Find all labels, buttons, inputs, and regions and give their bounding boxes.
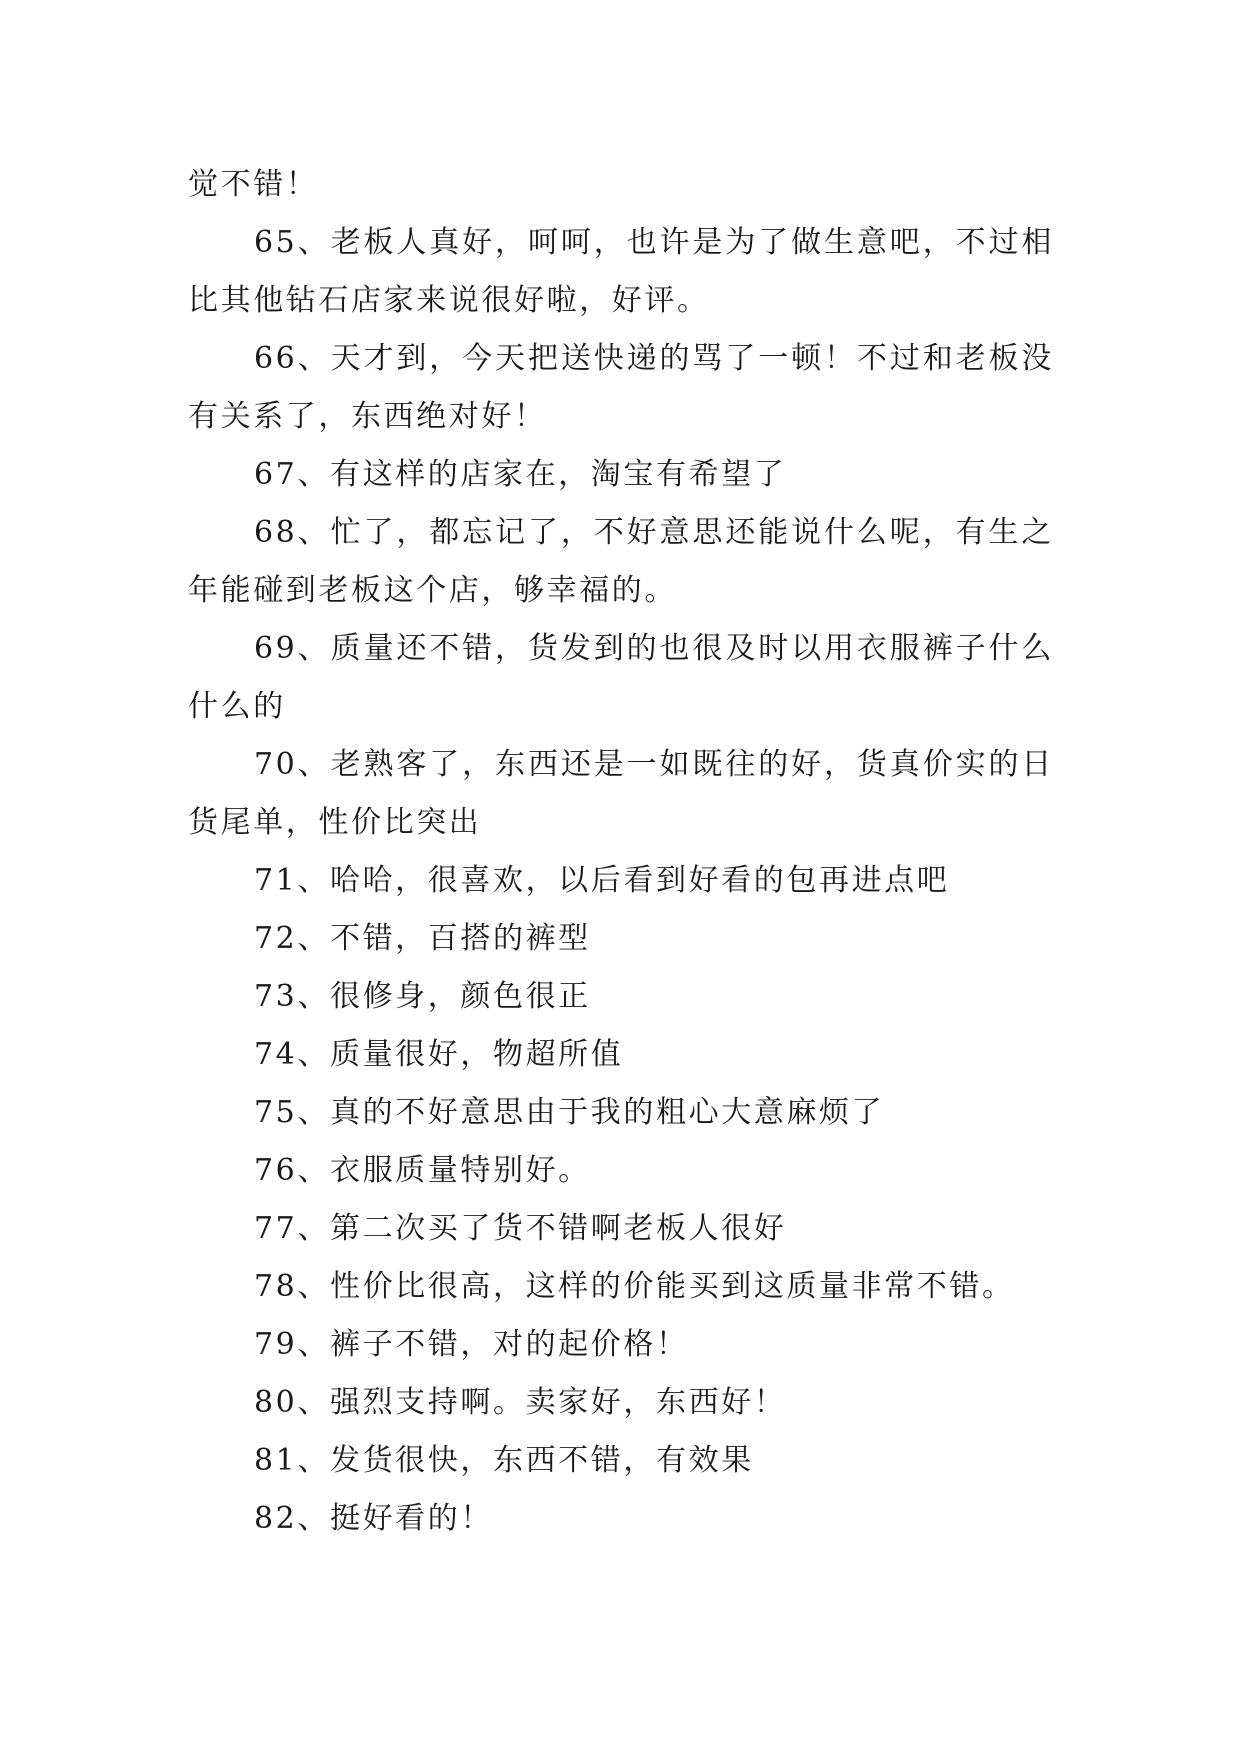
review-item-68: 68、忙了，都忘记了，不好意思还能说什么呢，有生之年能碰到老板这个店，够幸福的。	[188, 515, 1054, 608]
review-item-81: 81、发货很快，东西不错，有效果	[254, 1443, 754, 1478]
paragraph-continuation: 觉不错！	[188, 167, 319, 202]
document-body	[188, 156, 1054, 1548]
review-item-66: 66、天才到，今天把送快递的骂了一顿！不过和老板没有关系了，东西绝对好！	[188, 341, 1054, 434]
review-item-71: 71、哈哈，很喜欢，以后看到好看的包再进点吧	[254, 863, 950, 898]
review-item-79: 79、裤子不错，对的起价格！	[254, 1327, 689, 1362]
review-item-78: 78、性价比很高，这样的价能买到这质量非常不错。	[254, 1269, 1015, 1304]
review-item-67: 67、有这样的店家在，淘宝有希望了	[254, 457, 787, 492]
review-item-74: 74、质量很好，物超所值	[254, 1037, 624, 1072]
review-item-65: 65、老板人真好，呵呵，也许是为了做生意吧，不过相比其他钻石店家来说很好啦，好评。	[188, 225, 1054, 318]
review-item-69: 69、质量还不错，货发到的也很及时以用衣服裤子什么什么的	[188, 631, 1054, 724]
review-item-77: 77、第二次买了货不错啊老板人很好	[254, 1211, 787, 1246]
review-item-76: 76、衣服质量特别好。	[254, 1153, 591, 1188]
review-item-75: 75、真的不好意思由于我的粗心大意麻烦了	[254, 1095, 885, 1130]
review-item-82: 82、挺好看的！	[254, 1501, 493, 1536]
review-item-70: 70、老熟客了，东西还是一如既往的好，货真价实的日货尾单，性价比突出	[188, 747, 1054, 840]
review-item-80: 80、强烈支持啊。卖家好，东西好！	[254, 1385, 787, 1420]
review-item-73: 73、很修身，颜色很正	[254, 979, 591, 1014]
review-item-72: 72、不错，百搭的裤型	[254, 921, 591, 956]
